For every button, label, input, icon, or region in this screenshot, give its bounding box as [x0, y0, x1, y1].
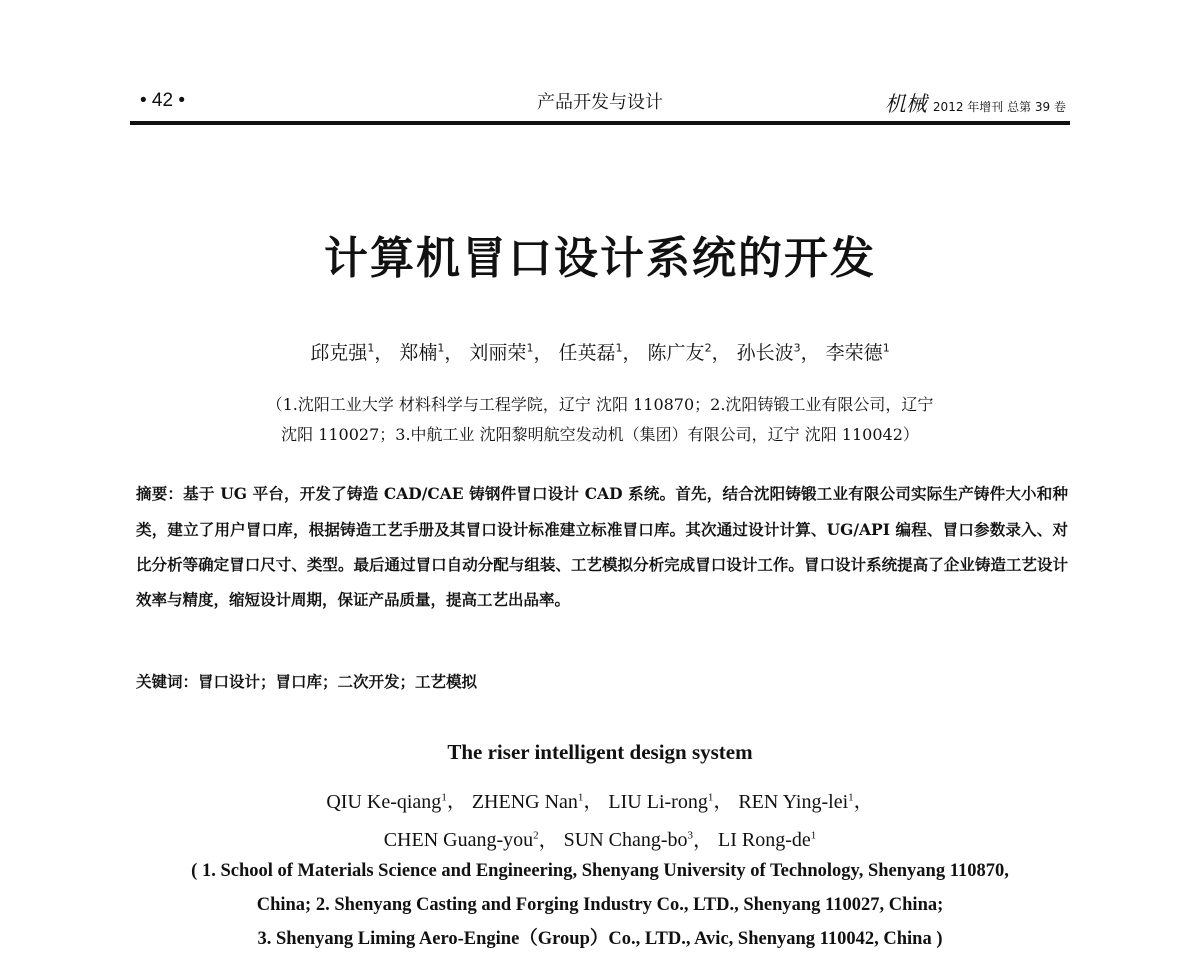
abstract-text: 基于 UG 平台，开发了铸造 CAD/CAE 铸钢件冒口设计 CAD 系统。首先，结合沈阳铸锻工业有限公司实际生产铸件大小和种类，建立了用户冒口库，根据铸造工艺手册及其冒口设计标准建立标准冒口库。其次通过设计计算、UG/API 编程、冒口参数录入、对比分析等确定冒口尺寸、类型。最后通过冒口自动分配与组装、工艺模拟分析完成冒口设计工作。冒口设计系统提高了企业铸造工艺设计效率与精度，缩短设计周期，保证产品质量，提高工艺出品率。: [136, 484, 1068, 609]
author-cn: 邱克强$^1$: [310, 341, 375, 364]
affiliation-en-line: 3. Shenyang Liming Aero-Engine（Group）Co., LTD., Avic, Shenyang 110042, China ): [257, 929, 943, 949]
abstract: [136, 476, 1068, 617]
author-en: ZHENG Nan$^1$: [471, 790, 584, 813]
author-cn: 刘丽荣$^1$: [469, 341, 534, 364]
page-number: • 42 •: [140, 90, 185, 111]
journal-issue: 2012 年增刊 总第 39 卷: [932, 100, 1066, 114]
affiliation-cn-line: 沈阳 110027；3.中航工业 沈阳黎明航空发动机（集团）有限公司，辽宁 沈阳 110042）: [281, 425, 919, 444]
author-cn: 李荣德$^1$: [825, 341, 890, 364]
header-rule: [130, 121, 1070, 125]
affiliation-en-line: ( 1. School of Materials Science and Engineering, Shenyang University of Technology, Shenyang 110870,: [191, 861, 1009, 881]
affiliation-en: [0, 854, 1200, 956]
paper-title: 计算机冒口设计系统的开发: [324, 233, 876, 284]
authors-cn: 邱克强$^1$， 郑楠$^1$， 刘丽荣$^1$， 任英磊$^1$， 陈广友$^2$， 孙长波$^3$， 李荣德$^1$: [310, 341, 890, 364]
english-title: The riser intelligent design system: [447, 740, 753, 764]
section-name: 产品开发与设计: [537, 92, 663, 113]
author-en: REN Ying-lei$^1$: [738, 790, 854, 813]
author-en: CHEN Guang-you$^2$: [383, 829, 539, 852]
author-cn: 郑楠$^1$: [399, 341, 445, 364]
author-en: SUN Chang-$bo^3$: [563, 829, 694, 852]
keywords: [136, 670, 1068, 692]
keywords-label: 关键词：: [136, 673, 199, 691]
running-header: [130, 88, 1070, 118]
authors-en-line: CHEN Guang-you$^2$， SUN Chang-$bo^3$， LI Rong-$de^1$: [383, 829, 817, 852]
affiliation-en-line: China; 2. Shenyang Casting and Forging Industry Co., LTD., Shenyang 110027, China;: [256, 895, 944, 915]
journal-name: 机械: [884, 92, 927, 116]
author-en: LIU Li-rong$^1$: [608, 790, 714, 813]
journal-info: [885, 88, 1066, 118]
affiliation-cn-line: （1.沈阳工业大学 材料科学与工程学院，辽宁 沈阳 110870；2.沈阳铸锻工业有限公司，辽宁: [266, 395, 934, 414]
author-cn: 陈广友$^2$: [647, 341, 712, 364]
author-cn: 孙长波$^3$: [736, 341, 801, 364]
author-en: LI Rong-$de^1$: [718, 829, 817, 852]
authors-en: [0, 780, 1200, 857]
keywords-text: 冒口设计；冒口库；二次开发；工艺模拟: [198, 672, 478, 691]
abstract-label: 摘要：: [136, 485, 184, 503]
author-cn: 任英磊$^1$: [558, 341, 623, 364]
authors-en-line: QIU Ke-qiang$^1$， ZHENG Nan$^1$， LIU Li-rong$^1$， REN Ying-lei$^1$，: [326, 790, 874, 813]
affiliation-cn: [150, 390, 1050, 450]
author-en: QIU Ke-qiang$^1$: [326, 790, 447, 813]
